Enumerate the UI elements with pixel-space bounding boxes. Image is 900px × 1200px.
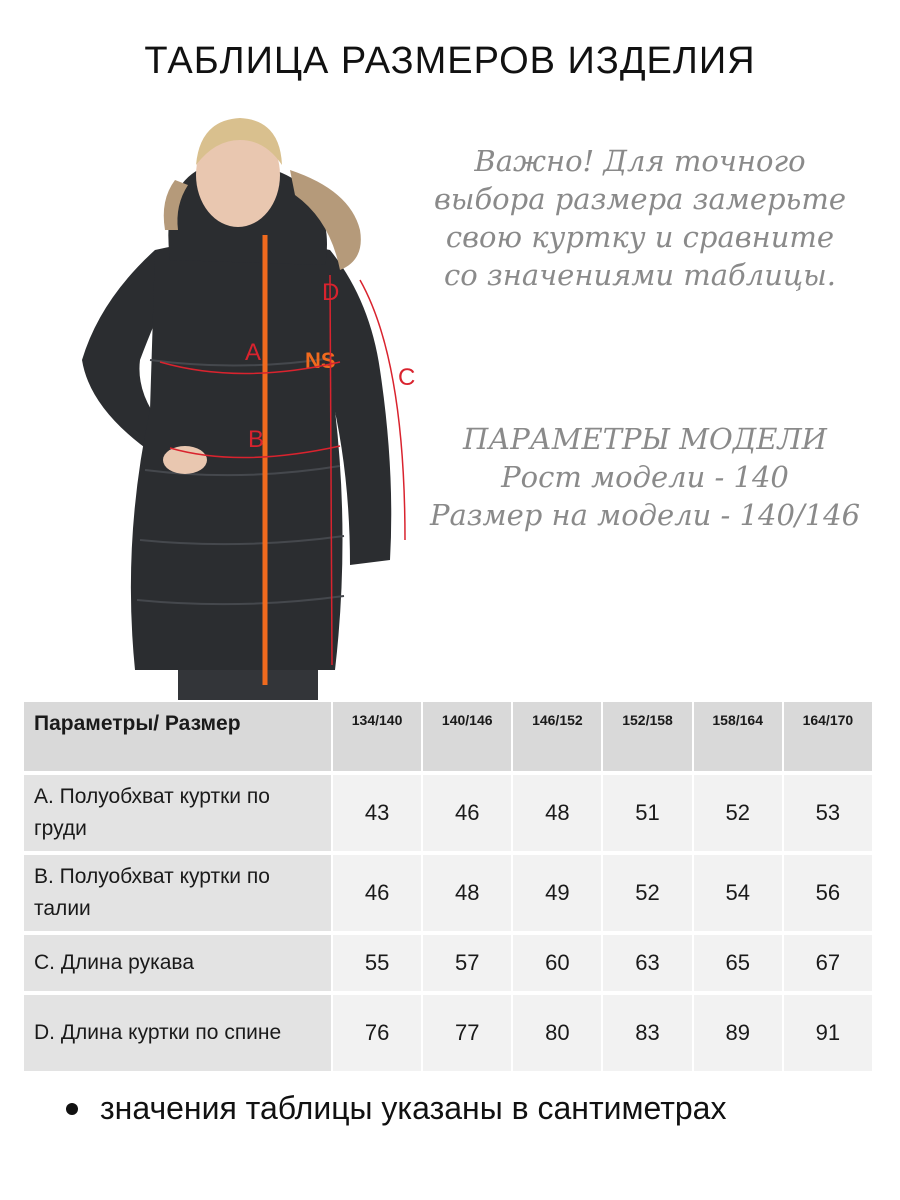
page-title: ТАБЛИЦА РАЗМЕРОВ ИЗДЕЛИЯ [144,40,756,82]
table-cell: 43 [333,775,421,853]
marker-d: D [322,279,340,306]
table-row [24,775,872,853]
table-row [24,995,872,1073]
measurement-note [420,142,860,294]
table-cell: 46 [423,775,511,853]
table-cell: 48 [423,855,511,933]
table-cell: 51 [603,775,691,853]
marker-a: A [245,339,262,366]
table-cell: 91 [784,995,872,1073]
note-line: Важно! Для точного [474,144,806,178]
model-size: Размер на модели - 140/146 [429,498,861,532]
size-column-header: 146/152 [513,702,601,773]
table-cell: 67 [784,935,872,993]
table-cell: 48 [513,775,601,853]
hand [163,446,207,474]
row-label: B. Полуобхват куртки по талии [24,855,331,933]
model-params-heading: ПАРАМЕТРЫ МОДЕЛИ [463,422,827,456]
note-line: свою куртку и сравните [445,220,835,254]
size-column-header: 134/140 [333,702,421,773]
marker-b: B [248,426,265,453]
note-line: со значениями таблицы. [444,258,836,292]
table-cell: 56 [784,855,872,933]
table-cell: 53 [784,775,872,853]
table-cell: 77 [423,995,511,1073]
size-column-header: 152/158 [603,702,691,773]
table-cell: 55 [333,935,421,993]
marker-c: C [398,364,416,391]
table-cell: 76 [333,995,421,1073]
jacket-body [131,240,343,670]
model-parameters [410,420,880,534]
model-photo [60,110,430,700]
table-cell: 65 [694,935,782,993]
row-label: C. Длина рукава [24,935,331,993]
table-cell: 83 [603,995,691,1073]
legs [178,665,318,700]
size-column-header: 158/164 [694,702,782,773]
table-cell: 60 [513,935,601,993]
table-cell: 54 [694,855,782,933]
row-label: D. Длина куртки по спине [24,995,331,1073]
jacket-logo: NS [305,348,336,373]
row-label: A. Полуобхват куртки по груди [24,775,331,853]
table-cell: 52 [694,775,782,853]
header-label: Параметры/ Размер [24,702,331,773]
bullet-icon [66,1103,78,1115]
units-footnote [66,1090,726,1127]
table-cell: 46 [333,855,421,933]
table-row [24,935,872,993]
note-line: выбора размера замерьте [433,182,846,216]
table-row [24,855,872,933]
table-cell: 49 [513,855,601,933]
footnote-text: значения таблицы указаны в сантиметрах [100,1090,727,1126]
size-column-header: 140/146 [423,702,511,773]
table-cell: 52 [603,855,691,933]
table-cell: 80 [513,995,601,1073]
size-table [22,700,874,1075]
table-cell: 63 [603,935,691,993]
table-cell: 57 [423,935,511,993]
table-header-row [24,702,872,773]
model-height: Рост модели - 140 [501,460,789,494]
size-column-header: 164/170 [784,702,872,773]
table-cell: 89 [694,995,782,1073]
